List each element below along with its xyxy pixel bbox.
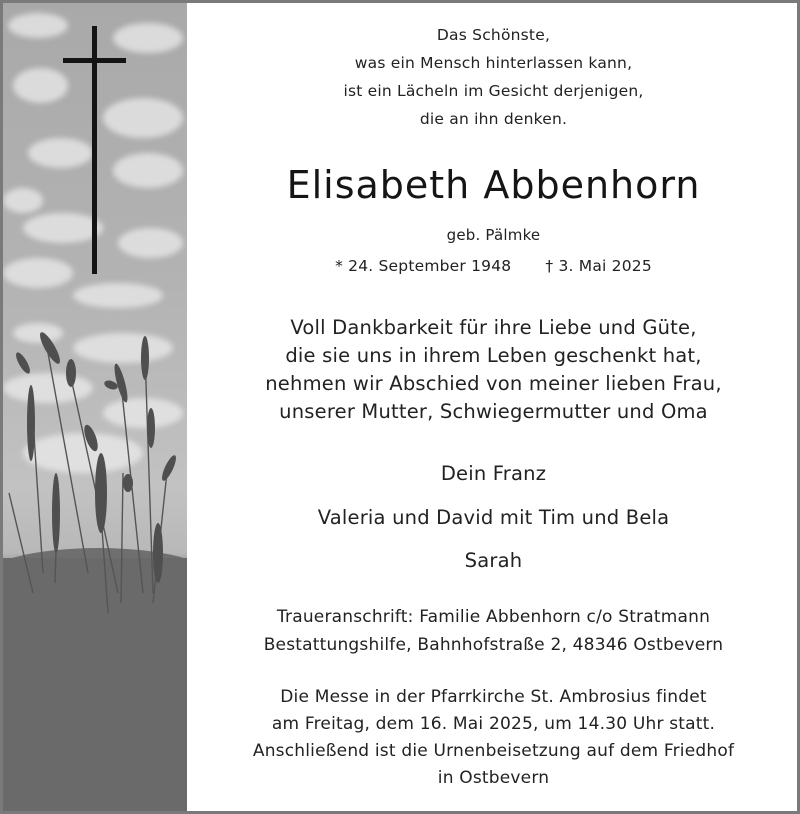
cloud — [3, 188, 43, 213]
message-line: die sie uns in ihrem Leben geschenkt hat, — [285, 344, 702, 367]
message-line: nehmen wir Abschied von meiner lieben Frau, — [265, 372, 722, 395]
service-line: Anschließend ist die Urnenbeisetzung auf dem Friedhof — [252, 741, 735, 761]
mourner-line: Sarah — [464, 549, 523, 572]
cloud — [23, 213, 103, 243]
death-date: † 3. Mai 2025 — [545, 257, 652, 275]
sky-grass-photo — [3, 3, 187, 811]
quote-line: die an ihn denken. — [419, 110, 568, 128]
quote-line: Das Schönste, — [436, 26, 551, 44]
service-line: Die Messe in der Pfarrkirche St. Ambrosius findet — [280, 687, 707, 707]
cloud — [28, 138, 93, 168]
obituary-text — [190, 3, 797, 811]
quote-line: ist ein Lächeln im Gesicht derjenigen, — [343, 82, 644, 100]
address-line: Bestattungshilfe, Bahnhofstraße 2, 48346 Ostbevern — [263, 635, 724, 655]
maiden-name: geb. Pälmke — [446, 226, 541, 244]
cloud — [118, 228, 183, 258]
birth-date: * 24. September 1948 — [335, 257, 512, 275]
mourner-line: Dein Franz — [440, 462, 547, 485]
cloud — [73, 283, 163, 308]
address-line: Traueranschrift: Familie Abbenhorn c/o Stratmann — [276, 607, 711, 627]
cloud — [8, 13, 68, 38]
cloud — [113, 153, 183, 188]
grass-silhouette — [3, 323, 187, 623]
cloud — [113, 23, 183, 53]
cloud — [13, 68, 68, 103]
service-line: am Freitag, dem 16. Mai 2025, um 14.30 Uhr statt. — [271, 714, 716, 734]
cross-icon — [92, 26, 97, 274]
mourner-line: Valeria und David mit Tim und Bela — [317, 506, 670, 529]
message-line: unserer Mutter, Schwiegermutter und Oma — [279, 400, 708, 423]
cloud — [103, 98, 183, 138]
life-dates — [190, 256, 797, 276]
quote-line: was ein Mensch hinterlassen kann, — [354, 54, 633, 72]
service-line: in Ostbevern — [437, 768, 550, 788]
cross-icon-bar — [63, 58, 126, 63]
deceased-name: Elisabeth Abbenhorn — [286, 163, 701, 207]
cloud — [3, 258, 73, 288]
message-line: Voll Dankbarkeit für ihre Liebe und Güte, — [290, 316, 697, 339]
